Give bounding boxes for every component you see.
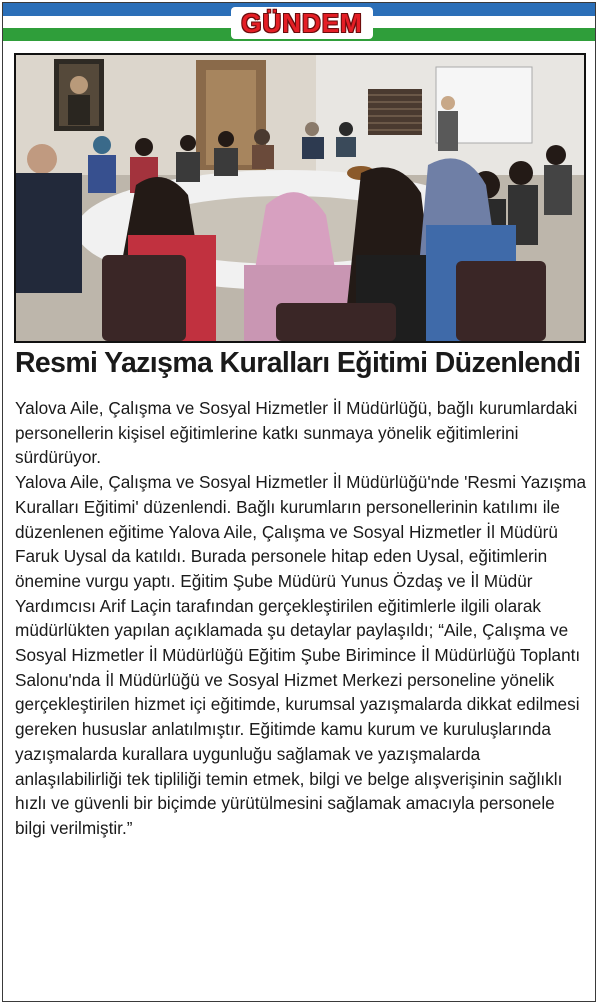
article-body bbox=[15, 396, 587, 841]
article-paragraph: Yalova Aile, Çalışma ve Sosyal Hizmetler İl Müdürlüğü, bağlı kurumlardaki personellerin kişisel eğitimlerine katkı sunmaya yönelik eğitimlerini sürdürüyor. bbox=[15, 398, 578, 468]
article-headline: Resmi Yazışma Kuralları Eğitimi Düzenlendi bbox=[15, 347, 581, 379]
section-header bbox=[3, 3, 595, 41]
meeting-photo bbox=[14, 53, 586, 343]
section-tag-label: GÜNDEM bbox=[241, 8, 363, 38]
section-tag bbox=[231, 7, 373, 39]
article-paragraph: Yalova Aile, Çalışma ve Sosyal Hizmetler İl Müdürlüğü'nde 'Resmi Yazışma Kuralları Eğitimi' düzenlendi. Bağlı kurumların personellerinin katılımı ile düzenlenen eğitime Yalova Aile, Çalışma ve Sosyal Hizmetler İl Müdürü Faruk Uysal da katıldı. Burada personele hitap eden Uysal, eğitimlerin önemine vurgu yaptı. Eğitim Şube Müdürü Yunus Özdaş ve İl Müdür Yardımcısı Arif Laçin tarafından gerçekleştirilen eğitimlerle ilgili olarak müdürlükten yapılan açıklamada şu detaylar paylaşıldı; “Aile, Çalışma ve Sosyal Hizmetler İl Müdürlüğü Eğitim Şube Birimince İl Müdürlüğü Toplantı Salonu'nda İl Müdürlüğü ve Sosyal Hizmet Merkezi personeline yönelik gerçekleştirilen hizmet içi eğitimde, kurumsal yazışmalarda dikkat edilmesi gereken hususlar anlatılmıştır. Eğitimde kamu kurum ve kuruluşlarında yazışmalarda kurallara uygunluğu sağlamak ve yazışmalarda anlaşılabilirliği tek tipliliği temin etmek, bilgi ve belge alışverişinin sağlıklı hızlı ve güvenli bir biçimde yürütülmesini sağlamak amacıyla personele bilgi verilmiştir.” bbox=[15, 472, 587, 838]
